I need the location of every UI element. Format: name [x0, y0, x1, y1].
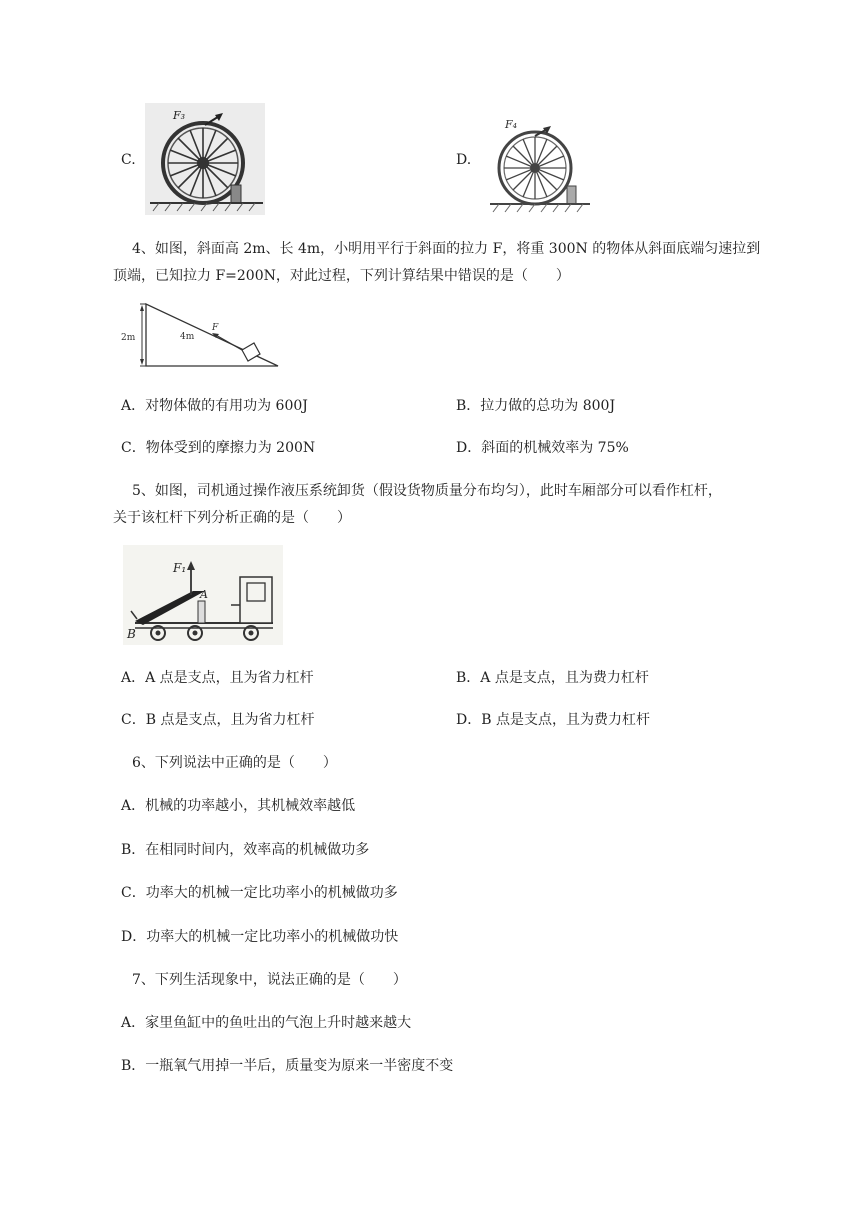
q4-stem-line2: 顶端，已知拉力 F=200N，对此过程，下列计算结果中错误的是（ ） — [113, 268, 570, 284]
q4-option-b: B．拉力做的总功为 800J — [456, 398, 616, 414]
q6-option-d: D．功率大的机械一定比功率小的机械做功快 — [121, 929, 399, 945]
q7-option-a: A．家里鱼缸中的鱼吐出的气泡上升时越来越大 — [121, 1015, 412, 1031]
q5-option-c: C．B 点是支点，且为省力杠杆 — [121, 712, 315, 728]
q4-force-label: F — [212, 323, 219, 333]
q4-option-c: C．物体受到的摩擦力为 200N — [121, 440, 316, 456]
q5-figure-dump-truck — [123, 545, 283, 645]
q5-option-b: B．A 点是支点，且为费力杠杆 — [456, 670, 649, 686]
q4-stem-line1: 4、如图，斜面高 2m、长 4m，小明用平行于斜面的拉力 F，将重 300N 的物体从斜面底端匀速拉到 — [132, 241, 761, 257]
q5-point-a-label: A — [200, 588, 208, 601]
q5-point-b-label: B — [127, 627, 136, 641]
q7-stem: 7、下列生活现象中，说法正确的是（ ） — [132, 972, 407, 988]
q6-option-b: B．在相同时间内，效率高的机械做功多 — [121, 842, 370, 858]
q4-figure-incline — [118, 300, 283, 372]
q4-option-a: A．对物体做的有用功为 600J — [121, 398, 308, 414]
q3-figure-d-force-label: F₄ — [505, 118, 518, 131]
q4-option-d: D．斜面的机械效率为 75% — [456, 440, 629, 456]
q5-stem-line2: 关于该杠杆下列分析正确的是（ ） — [113, 510, 351, 526]
q3-option-d-label: D. — [456, 152, 472, 168]
q3-figure-c-wheel — [145, 103, 265, 215]
q5-force-label: F₁ — [173, 561, 187, 575]
q3-figure-d-wheel — [487, 108, 592, 216]
q6-option-c: C．功率大的机械一定比功率小的机械做功多 — [121, 885, 398, 901]
q5-option-d: D．B 点是支点，且为费力杠杆 — [456, 712, 650, 728]
q3-figure-c-force-label: F₃ — [173, 109, 186, 122]
q3-option-c-label: C. — [121, 152, 136, 168]
q6-stem: 6、下列说法中正确的是（ ） — [132, 755, 337, 771]
q5-option-a: A．A 点是支点，且为省力杠杆 — [121, 670, 314, 686]
q5-stem-line1: 5、如图，司机通过操作液压系统卸货（假设货物质量分布均匀），此时车厢部分可以看作杠杆， — [132, 483, 722, 499]
q4-height-label: 2m — [121, 333, 136, 343]
q7-option-b: B．一瓶氧气用掉一半后，质量变为原来一半密度不变 — [121, 1058, 454, 1074]
q6-option-a: A．机械的功率越小，其机械效率越低 — [121, 798, 356, 814]
q4-length-label: 4m — [180, 332, 195, 342]
